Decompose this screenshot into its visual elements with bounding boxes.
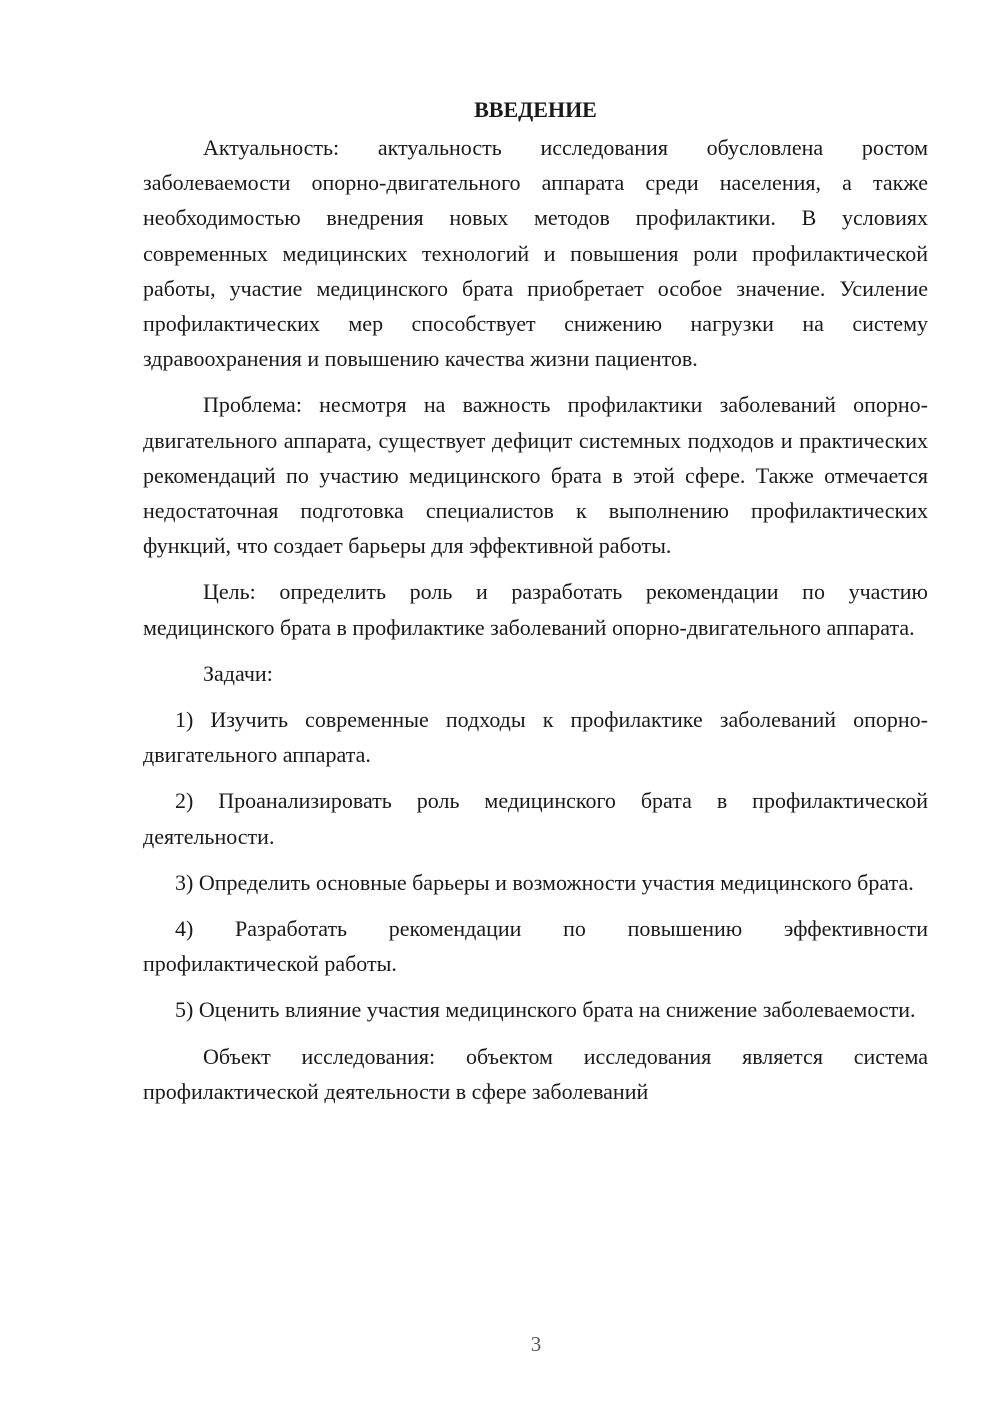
task-item: 1) Изучить современные подходы к профилактике заболеваний опорно-двигательного аппарата. bbox=[143, 707, 928, 768]
task-item: 5) Оценить влияние участия медицинского брата на снижение заболеваемости. bbox=[175, 997, 916, 1023]
tasks-label: Задачи: bbox=[203, 660, 273, 686]
document-page bbox=[143, 92, 928, 1109]
goal-paragraph: Цель: определить роль и разработать рекомендации по участию медицинского брата в профилактике заболеваний опорно-двигательного аппарата. bbox=[143, 579, 928, 640]
task-item: 3) Определить основные барьеры и возможности участия медицинского брата. bbox=[175, 869, 914, 895]
problem-paragraph: Проблема: несмотря на важность профилактики заболеваний опорно-двигательного аппарата, существует дефицит системных подходов и практических рекомендаций по участию медицинского брата в этой сфере. Также отмечается недостаточная подготовка специалистов к выполнению профилактических функций, что создает барьеры для эффективной работы. bbox=[143, 392, 928, 559]
task-item: 2) Проанализировать роль медицинского брата в профилактической деятельности. bbox=[143, 788, 928, 849]
task-item: 4) Разработать рекомендации по повышению эффективности профилактической работы. bbox=[143, 916, 928, 977]
object-paragraph: Объект исследования: объектом исследования является система профилактической деятельности в сфере заболеваний bbox=[143, 1043, 928, 1104]
section-title: ВВЕДЕНИЕ bbox=[474, 97, 597, 122]
page-number: 3 bbox=[530, 1332, 542, 1356]
relevance-paragraph: Актуальность: актуальность исследования обусловлена ростом заболеваемости опорно-двигательного аппарата среди населения, а также необходимостью внедрения новых методов профилактики. В условиях современных медицинских технологий и повышения роли профилактической работы, участие медицинского брата приобретает особое значение. Усиление профилактических мер способствует снижению нагрузки на систему здравоохранения и повышению качества жизни пациентов. bbox=[143, 135, 928, 372]
